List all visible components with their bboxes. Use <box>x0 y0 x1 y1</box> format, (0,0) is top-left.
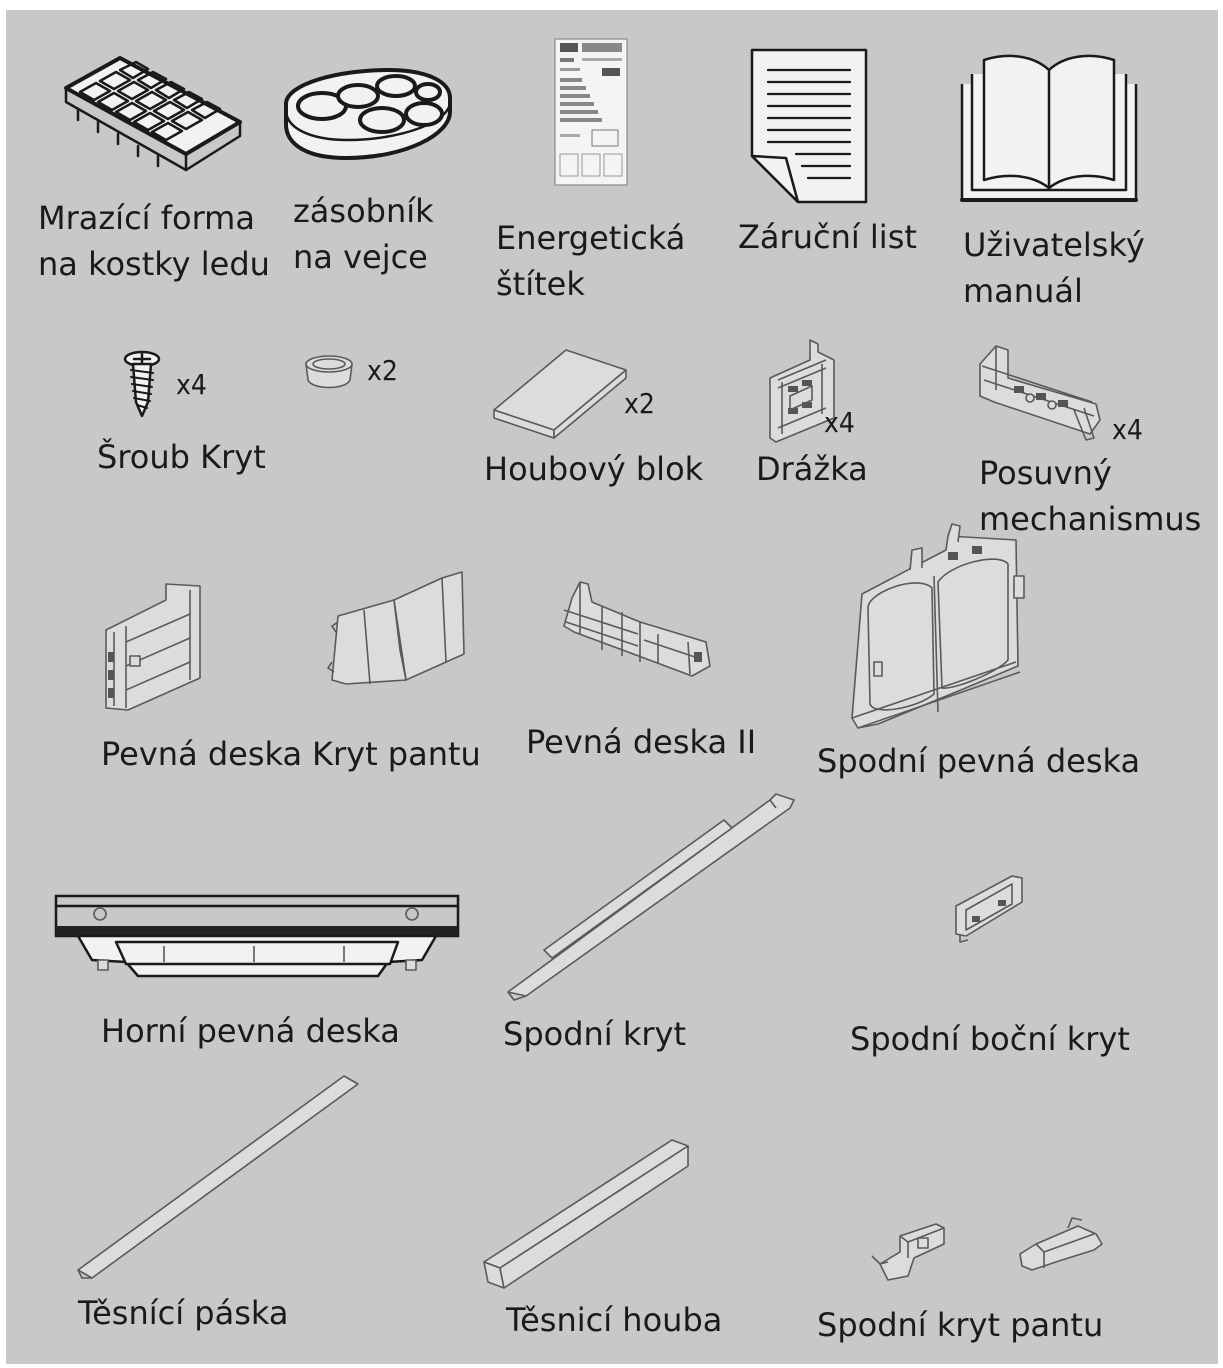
fixed-plate-icon <box>100 582 210 714</box>
bottom-cover-label: Spodní kryt <box>503 1015 687 1053</box>
bottom-hinge-cover-icon <box>868 1214 1108 1284</box>
ice-tray-label: Mrazící forma na kostky ledu <box>38 199 270 283</box>
screw-icon <box>122 350 162 418</box>
fixed-plate-label: Pevná deska <box>101 735 303 773</box>
hinge-cover-label: Kryt pantu <box>312 735 481 773</box>
groove-label: Drážka <box>756 450 868 488</box>
sponge-quantity: x2 <box>624 387 655 420</box>
sealing-tape-label: Těsnící páska <box>78 1294 289 1332</box>
ice-cube-tray-icon <box>58 50 248 175</box>
egg-tray-label: zásobník na vejce <box>293 192 434 276</box>
sponge-block-icon <box>490 346 630 434</box>
bottom-hinge-cover-label: Spodní kryt pantu <box>817 1306 1104 1344</box>
accessories-sheet <box>6 10 1218 1364</box>
screw-label: Šroub Kryt <box>97 438 266 476</box>
manual-label: Uživatelský manuál <box>963 226 1145 310</box>
bottom-cover-strip-icon <box>504 782 800 1000</box>
slider-quantity: x4 <box>1112 413 1143 446</box>
sealing-sponge-label: Těsnicí houba <box>506 1301 723 1339</box>
bottom-fixed-plate-icon <box>838 522 1030 732</box>
sealing-sponge-icon <box>476 1136 692 1292</box>
egg-tray-icon <box>278 62 458 167</box>
warranty-label: Záruční list <box>738 218 917 256</box>
cap-quantity: x2 <box>367 354 398 387</box>
warranty-sheet-icon <box>746 46 871 208</box>
screw-cap-icon <box>302 352 356 394</box>
screw-quantity: x4 <box>176 368 207 401</box>
slider-label: Posuvný mechanismus <box>979 454 1202 538</box>
groove-quantity: x4 <box>824 406 855 439</box>
sponge-label: Houbový blok <box>484 450 704 488</box>
top-fixed-plate-icon <box>54 892 460 984</box>
sealing-tape-icon <box>72 1074 362 1280</box>
energy-label-text: Energetická štítek <box>496 219 686 303</box>
open-book-icon <box>954 48 1144 208</box>
sliding-mechanism-icon <box>974 340 1110 450</box>
hinge-cover-icon <box>324 570 468 690</box>
bottom-side-cover-icon <box>950 870 1026 946</box>
energy-label-icon <box>554 38 628 186</box>
fixed-plate-ii-label: Pevná deska II <box>526 723 757 761</box>
fixed-plate-ii-icon <box>558 578 718 680</box>
bottom-side-cover-label: Spodní boční kryt <box>850 1020 1130 1058</box>
top-fixed-plate-label: Horní pevná deska <box>101 1012 400 1050</box>
bottom-fixed-plate-label: Spodní pevná deska <box>817 742 1141 780</box>
